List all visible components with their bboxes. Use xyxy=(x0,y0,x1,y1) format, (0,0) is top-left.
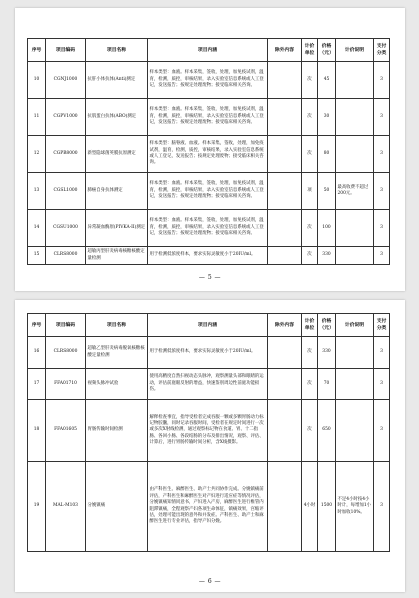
cell-seq: 15 xyxy=(28,247,46,265)
cell-excluded xyxy=(268,173,302,210)
cell-name: 抗肌蛋白抗体(ABO)测定 xyxy=(86,99,148,136)
cell-desc xyxy=(336,337,374,369)
cell-name: 抗肝小体抗体(Anti)测定 xyxy=(86,62,148,99)
cell-price: 330 xyxy=(318,337,336,369)
cell-price: 330 xyxy=(318,247,336,265)
table-row xyxy=(28,136,390,173)
cell-unit: 次 xyxy=(302,369,318,400)
cell-seq: 11 xyxy=(28,99,46,136)
page-number: — 5 — xyxy=(198,274,222,281)
cell-price: 50 xyxy=(318,173,336,210)
cell-desc xyxy=(336,62,374,99)
col-header-content: 项目内涵 xyxy=(148,314,268,337)
table-row xyxy=(28,99,390,136)
cell-price: 80 xyxy=(318,136,336,173)
cell-excluded xyxy=(268,247,302,265)
page-number: — 6 — xyxy=(198,578,222,585)
table-header-row xyxy=(28,314,390,337)
cell-category: 3 xyxy=(374,136,390,173)
cell-code: CGNJ1000 xyxy=(46,62,86,99)
fee-table-page-6 xyxy=(27,313,390,552)
cell-seq: 19 xyxy=(28,462,46,552)
cell-name: 新型隐球菌荚膜抗原测定 xyxy=(86,136,148,173)
col-header-category: 支付分类 xyxy=(374,314,390,337)
cell-category: 3 xyxy=(374,210,390,247)
cell-name: 异常凝血酶原(PIVKA-II)测定 xyxy=(86,210,148,247)
cell-seq: 18 xyxy=(28,400,46,462)
cell-seq: 16 xyxy=(28,337,46,369)
cell-content: 用于检测低浓度样本，要求实际灵敏度小于20IU/ml。 xyxy=(148,337,268,369)
table-row xyxy=(28,337,390,369)
cell-desc xyxy=(336,99,374,136)
table-header-row xyxy=(28,39,390,62)
table-row xyxy=(28,462,390,552)
col-header-seq: 序号 xyxy=(28,314,46,337)
table-row xyxy=(28,62,390,99)
cell-code: CGPB8000 xyxy=(46,136,86,173)
cell-name: 视频头脉冲试验 xyxy=(86,369,148,400)
cell-desc xyxy=(336,369,374,400)
cell-category: 3 xyxy=(374,369,390,400)
table-row xyxy=(28,173,390,210)
cell-unit: 次 xyxy=(302,247,318,265)
cell-code: FFA01605 xyxy=(46,400,86,462)
cell-unit: 项 xyxy=(302,173,318,210)
cell-seq: 13 xyxy=(28,173,46,210)
cell-excluded xyxy=(268,369,302,400)
cell-content: 样本类型：血液。样本采集，签收，处理，加免疫试剂，温育，检测，质控，审核结果，录入实验室信息系统或人工登记，发送报告；按规定处理废物；接受临床相关咨询。 xyxy=(148,210,268,247)
cell-excluded xyxy=(268,400,302,462)
cell-content: 用于检测低浓度样本，要求实际灵敏度小于20IU/ml。 xyxy=(148,247,268,265)
col-header-name: 项目名称 xyxy=(86,314,148,337)
cell-excluded xyxy=(268,99,302,136)
cell-price: 1500 xyxy=(318,462,336,552)
cell-unit: 次 xyxy=(302,400,318,462)
cell-code: MAL-M103 xyxy=(46,462,86,552)
cell-price: 30 xyxy=(318,99,336,136)
cell-name: 超敏丙型肝炎病毒核糖核酸定量检测 xyxy=(86,247,148,265)
col-header-unit: 计价单位 xyxy=(302,314,318,337)
cell-excluded xyxy=(268,337,302,369)
table-row xyxy=(28,210,390,247)
cell-price: 650 xyxy=(318,400,336,462)
cell-category: 3 xyxy=(374,462,390,552)
fee-table-page-5 xyxy=(27,38,390,265)
col-header-desc: 计价说明 xyxy=(336,314,374,337)
cell-content: 由产科医生、麻醉医生、助产士共同协作完成。分娩镇痛前评估，产科医生和麻醉医生对产妇进行适应症等情况评估，分娩镇痛知情同意书，产妇进入产房，麻醉医生进行椎管内阻滞镇痛，全程观察产妇各项生命体征，镇痛效果，宫缩评估，处理可能出现的意外和并发症。产科医生、助产士和麻醉医生进行专业评估，指导产妇分娩。 xyxy=(148,462,268,552)
table-row xyxy=(28,369,390,400)
cell-content: 使用高精度自然扫视动态头脉冲，观察测量头部和眼睛的运动，评估前庭眼反射的增益，快速鉴别周边性前庭功能损伤。 xyxy=(148,369,268,400)
cell-unit: 次 xyxy=(302,210,318,247)
col-header-category: 支付分类 xyxy=(374,39,390,62)
cell-desc xyxy=(336,400,374,462)
cell-code: FFA01710 xyxy=(46,369,86,400)
col-header-price: 价格（元） xyxy=(318,314,336,337)
table-row xyxy=(28,400,390,462)
cell-code: CGSL1000 xyxy=(46,173,86,210)
cell-code: CLRS8000 xyxy=(46,247,86,265)
cell-price: 100 xyxy=(318,210,336,247)
cell-excluded xyxy=(268,210,302,247)
col-header-seq: 序号 xyxy=(28,39,46,62)
cell-content: 样本类型：脑脊液、血液。样本采集，签收，处理，加免疫试剂，温育，检测，质控，审核结果，录入实验室信息系统或人工登记，发送报告；按规定处理废物；接受临床相关咨询。 xyxy=(148,136,268,173)
cell-seq: 12 xyxy=(28,136,46,173)
cell-unit: 次 xyxy=(302,62,318,99)
cell-content: 样本类型：血液。样本采集，签收，处理，加免疫试剂，温育，检测，质控，审核结果，录入实验室信息系统或人工登记，发送报告；按规定处理废物；接受临床相关咨询。 xyxy=(148,99,268,136)
col-header-excluded: 除外内容 xyxy=(268,314,302,337)
col-header-code: 项目编码 xyxy=(46,314,86,337)
table-row xyxy=(28,247,390,265)
cell-name: 超敏乙型肝炎病毒脱氧核糖核酸定量检测 xyxy=(86,337,148,369)
cell-code: CGPV1000 xyxy=(46,99,86,136)
col-header-content: 项目内涵 xyxy=(148,39,268,62)
cell-desc xyxy=(336,247,374,265)
document-page-6 xyxy=(15,300,405,592)
cell-code: CGSU1000 xyxy=(46,210,86,247)
cell-desc: 不足4小时按4小时计，每增加1小时加收10%。 xyxy=(336,462,374,552)
cell-excluded xyxy=(268,136,302,173)
cell-seq: 14 xyxy=(28,210,46,247)
cell-unit: 4小时 xyxy=(302,462,318,552)
cell-unit: 次 xyxy=(302,99,318,136)
cell-category: 3 xyxy=(374,247,390,265)
cell-desc xyxy=(336,210,374,247)
cell-category: 3 xyxy=(374,337,390,369)
cell-name: 胃肠传输时间检测 xyxy=(86,400,148,462)
cell-price: 45 xyxy=(318,62,336,99)
cell-content: 样本类型：血液。样本采集，签收，处理，加免疫试剂，温育，检测，质控，审核结果，录入实验室信息系统或人工登记，发送报告；按规定处理废物；接受临床相关咨询。 xyxy=(148,173,268,210)
cell-price: 70 xyxy=(318,369,336,400)
cell-excluded xyxy=(268,462,302,552)
col-header-name: 项目名称 xyxy=(86,39,148,62)
col-header-unit: 计价单位 xyxy=(302,39,318,62)
cell-name: 肺癌自身抗体测定 xyxy=(86,173,148,210)
col-header-desc: 计价说明 xyxy=(336,39,374,62)
cell-desc xyxy=(336,136,374,173)
cell-content: 样本类型：血液。样本采集，签收，处理，加免疫试剂，温育，检测，质控，审核结果，录入实验室信息系统或人工登记，发送报告；按规定处理废物；接受临床相关咨询。 xyxy=(148,62,268,99)
document-page-5 xyxy=(15,8,405,291)
col-header-excluded: 除外内容 xyxy=(268,39,302,62)
cell-content: 解释检查事宜，指导受检者完成吞服一颗或多颗胃肠动力标记物胶囊，同时记录吞服时间，受检者在规定时间进行一次或多次X射线检测，通过观察标记物在食道、胃、十二指肠、各回小肠、各段结肠的分布及排出情况，观察、评估、计算后，进行胃肠传输时间分析，含X线摄影。 xyxy=(148,400,268,462)
cell-seq: 17 xyxy=(28,369,46,400)
cell-category: 3 xyxy=(374,173,390,210)
cell-name: 分娩镇痛 xyxy=(86,462,148,552)
cell-excluded xyxy=(268,62,302,99)
cell-seq: 10 xyxy=(28,62,46,99)
cell-code: CLRS8000 xyxy=(46,337,86,369)
cell-category: 3 xyxy=(374,62,390,99)
cell-unit: 次 xyxy=(302,337,318,369)
col-header-code: 项目编码 xyxy=(46,39,86,62)
cell-category: 3 xyxy=(374,400,390,462)
cell-unit: 次 xyxy=(302,136,318,173)
cell-desc: 最高收费不超过200元。 xyxy=(336,173,374,210)
col-header-price: 价格（元） xyxy=(318,39,336,62)
cell-category: 3 xyxy=(374,99,390,136)
